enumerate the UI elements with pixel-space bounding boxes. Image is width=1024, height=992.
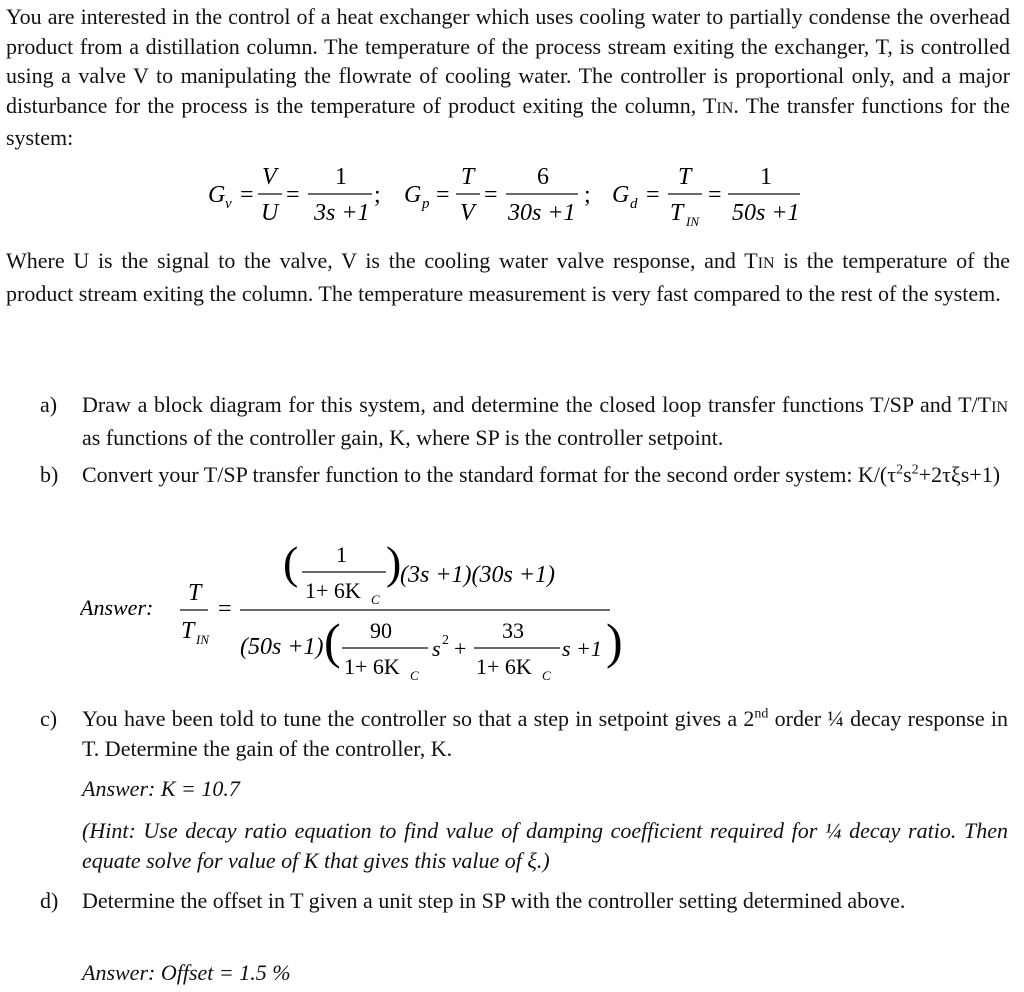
question-d-text: Determine the offset in T given a unit step in SP with the controller setting determined above. <box>82 888 906 913</box>
gv-lhs: G <box>208 182 226 208</box>
eq-gd <box>612 164 800 229</box>
gv-eq2: = <box>286 182 300 208</box>
question-a-text-1: Draw a block diagram for this system, and determine the closed loop transfer functions T/SP and T/T <box>82 392 992 417</box>
gv-eq1: = <box>240 182 254 208</box>
answer-b-c2-num: 33 <box>502 618 524 643</box>
hint-c: (Hint: Use decay ratio equation to find value of damping coefficient required for ¼ decay ratio. Then equate solve for value of K that gives this value of ξ.) <box>82 818 1008 873</box>
gd-num: 1 <box>760 164 772 190</box>
answer-b-inner-num: 1 <box>336 542 347 567</box>
answer-b-s2: s <box>432 636 441 661</box>
question-b-sup2: 2 <box>911 462 919 478</box>
gp-eq2: = <box>484 182 498 208</box>
gp-ratio-den: V <box>460 200 475 226</box>
transfer-functions <box>200 160 820 232</box>
answer-b-c1-den-sub: C <box>410 668 419 683</box>
gd-eq1: = <box>646 182 660 208</box>
where-text-1: Where U is the signal to the valve, V is the cooling water valve response, and T <box>6 248 758 273</box>
gp-ratio-num: T <box>461 164 475 190</box>
answer-b-label: Answer: <box>80 595 154 620</box>
gv-lhs-sub: v <box>225 196 232 212</box>
intro-tail: . The transfer functions for the system: <box>6 92 1010 150</box>
gp-lhs-sub: p <box>422 196 430 212</box>
intro-paragraph <box>6 2 1010 153</box>
answer-b-c2-den: 1+ 6K <box>476 654 532 679</box>
answer-b-lhs-den-sub: IN <box>196 632 209 647</box>
answer-b-lhs-num: T <box>188 580 202 606</box>
gd-lhs-sub: d <box>630 196 638 212</box>
gv-sep: ; <box>374 182 381 208</box>
answer-b-eq: = <box>218 596 232 622</box>
question-a-label: a) <box>40 392 58 417</box>
answer-b-num-factors: (3s +1)(30s +1) <box>400 562 556 588</box>
answer-b-inner-den: 1+ 6K <box>305 578 361 603</box>
transfer-functions-svg <box>200 160 820 232</box>
answer-b-c2-den-sub: C <box>542 668 551 683</box>
answer-b-den-factor: (50s +1) <box>240 634 324 660</box>
where-subscript: IN <box>757 255 775 272</box>
answer-b-den-lparen: ( <box>324 613 341 669</box>
gv-ratio-den: U <box>261 200 279 226</box>
answer-b-lhs-den: T <box>181 618 195 644</box>
question-b-text-1: Convert your T/SP transfer function to the standard format for the second order system: K/(τ <box>82 462 897 487</box>
gv-ratio-num: V <box>262 164 277 190</box>
answer-b-s2-sup: 2 <box>442 633 449 648</box>
gp-sep: ; <box>584 182 591 208</box>
answer-b-equation <box>80 534 640 694</box>
gv-num: 1 <box>335 164 347 190</box>
question-c-sup: nd <box>754 706 769 722</box>
eq-gp <box>404 164 591 226</box>
gp-num: 6 <box>537 164 549 190</box>
answer-b-s1: s +1 <box>562 636 602 661</box>
answer-b-num-rparen: ) <box>386 537 402 588</box>
gd-den: 50s +1 <box>732 200 800 226</box>
answer-b-num-lparen: ( <box>283 537 299 588</box>
intro-subscript: IN <box>716 99 734 117</box>
where-paragraph <box>6 246 1010 308</box>
answer-b-inner-den-sub: C <box>371 592 380 607</box>
question-a-subscript: IN <box>991 399 1008 416</box>
question-b-text-3: +2τξs+1) <box>918 462 1001 487</box>
gd-ratio-den: T <box>670 200 684 226</box>
answer-b-plus: + <box>454 636 467 661</box>
answer-b-c1-den: 1+ 6K <box>344 654 400 679</box>
gp-lhs: G <box>404 182 422 208</box>
question-c-label: c) <box>40 706 58 731</box>
gd-ratio-num: T <box>678 164 692 190</box>
question-d-label: d) <box>40 888 59 913</box>
question-c-text <box>82 704 1008 763</box>
gd-lhs: G <box>612 182 630 208</box>
gv-den: 3s +1 <box>314 200 370 226</box>
gd-eq2: = <box>708 182 722 208</box>
question-b-text-2: s <box>903 462 912 487</box>
gp-den: 30s +1 <box>508 200 576 226</box>
answer-b-svg <box>80 534 640 694</box>
answer-b-den-rparen: ) <box>606 613 623 669</box>
question-b-sup1: 2 <box>896 462 904 478</box>
where-text-2: is the temperature of the product stream exiting the column. The temperature measurement is very fast compared to the rest of the system. <box>6 248 1011 306</box>
question-b-label: b) <box>40 462 59 487</box>
answer-c: Answer: K = 10.7 <box>82 776 240 801</box>
question-c-text-2: order ¼ decay response in T. Determine the gain of the controller, K. <box>82 706 1008 761</box>
answer-b-c1-num: 90 <box>370 618 392 643</box>
question-a-text <box>82 390 1008 452</box>
question-a-text-2: as functions of the controller gain, K, where SP is the controller setpoint. <box>82 424 724 450</box>
question-c-text-1: You have been told to tune the controller so that a step in setpoint gives a 2 <box>82 706 755 731</box>
question-b-text <box>82 460 1008 490</box>
gd-ratio-den-sub: IN <box>686 214 699 229</box>
eq-gv <box>208 164 381 226</box>
answer-d: Answer: Offset = 1.5 % <box>82 960 291 985</box>
intro-text: You are interested in the control of a heat exchanger which uses cooling water to partially condense the overhead product from a distillation column. The temperature of the process stream exiting the exchanger, T, is controlled using a valve V to manipulating the flowrate of cooling water. The controller is proportional only, and a major disturbance for the process is the temperature of product exiting the column, T <box>6 4 1010 118</box>
gp-eq1: = <box>436 182 450 208</box>
